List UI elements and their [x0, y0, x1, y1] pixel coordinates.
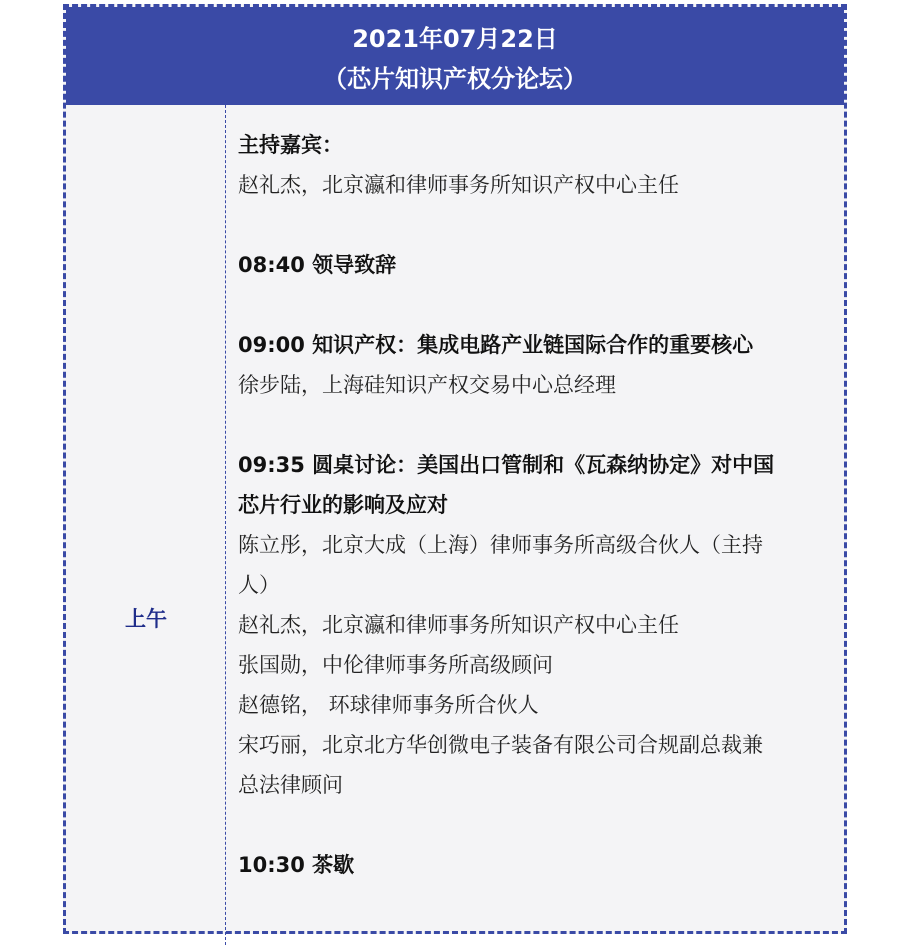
spacer — [238, 805, 838, 845]
agenda-item-title: 09:35 圆桌讨论：美国出口管制和《瓦森纳协定》对中国 — [238, 453, 775, 477]
panel-member: 总法律顾问 — [238, 773, 343, 797]
agenda-table — [63, 4, 847, 934]
agenda-item-speaker: 徐步陆，上海硅知识产权交易中心总经理 — [238, 373, 616, 397]
agenda-content — [238, 125, 838, 885]
period-column — [66, 105, 226, 945]
agenda-item-title: 09:00 知识产权：集成电路产业链国际合作的重要核心 — [238, 333, 754, 357]
table-header — [66, 7, 844, 105]
agenda-item-title: 10:30 茶歇 — [238, 853, 355, 877]
panel-member: 赵德铭， 环球律师事务所合伙人 — [238, 693, 539, 717]
agenda-item-title: 芯片行业的影响及应对 — [238, 493, 448, 517]
panel-member: 赵礼杰，北京瀛和律师事务所知识产权中心主任 — [238, 613, 679, 637]
panel-member: 陈立彤，北京大成（上海）律师事务所高级合伙人（主持 — [238, 533, 763, 557]
header-forum-title: （芯片知识产权分论坛） — [323, 65, 587, 93]
header-date: 2021年07月22日 — [352, 25, 558, 53]
host-label: 主持嘉宾： — [238, 133, 343, 157]
spacer — [238, 285, 838, 325]
spacer — [238, 405, 838, 445]
host-name: 赵礼杰，北京瀛和律师事务所知识产权中心主任 — [238, 173, 679, 197]
panel-member: 宋巧丽，北京北方华创微电子装备有限公司合规副总裁兼 — [238, 733, 763, 757]
panel-member: 人） — [238, 573, 280, 597]
panel-member: 张国勋，中伦律师事务所高级顾问 — [238, 653, 553, 677]
spacer — [238, 205, 838, 245]
period-label: 上午 — [125, 607, 167, 631]
agenda-item-title: 08:40 领导致辞 — [238, 253, 397, 277]
